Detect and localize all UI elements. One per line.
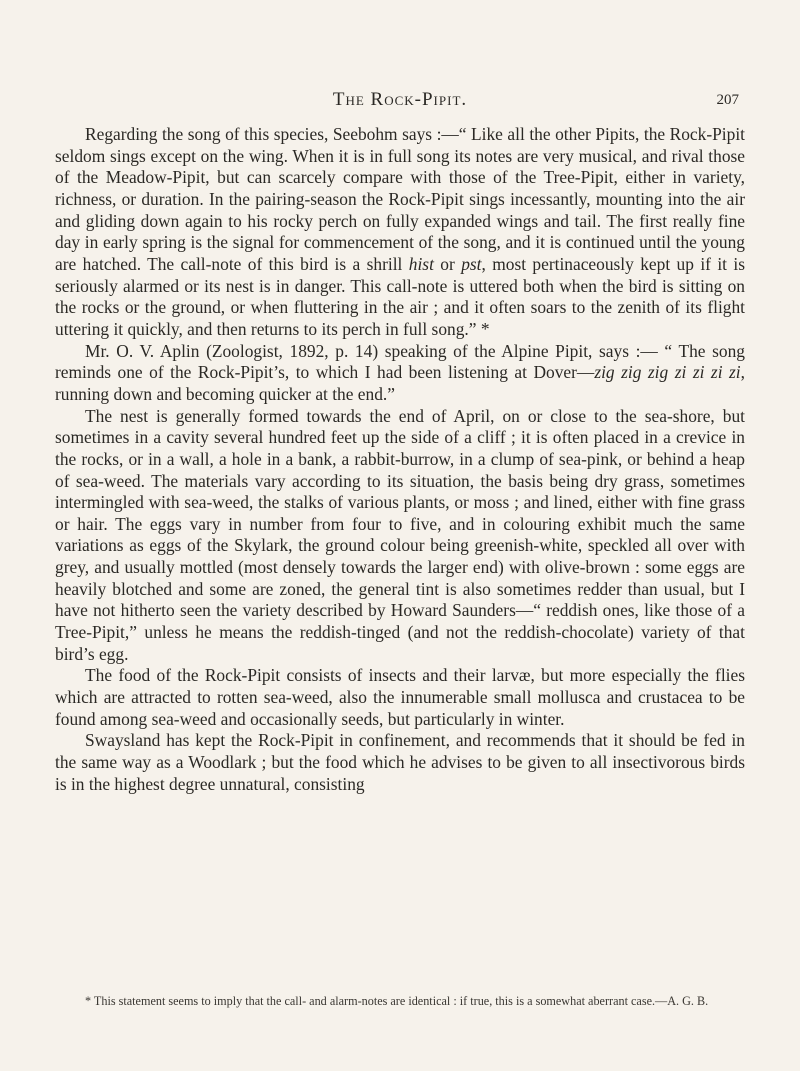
- footnote: [55, 993, 745, 1010]
- page-header: [55, 89, 745, 115]
- footnote-text: * This statement seems to imply that the call- and alarm-notes are identical : if true, this is a somewhat aberrant case.—A. G. B.: [85, 994, 709, 1008]
- call-note-pst: pst: [461, 253, 482, 274]
- call-note-hist: hist: [408, 253, 434, 274]
- page-number: 207: [716, 92, 739, 108]
- paragraph-food: The food of the Rock-Pipit consists of insects and their larvæ, but more especially the flies which are attracted to rotten sea-weed, also the innumerable small mollusca and crustacea to be found among sea-weed and occasionally seeds, but particularly in winter.: [55, 665, 745, 729]
- song-syllables: zig zig zig zi zi zi zi: [594, 362, 741, 383]
- paragraph-aplin-quote: Mr. O. V. Aplin (Zoologist, 1892, p. 14) speaking of the Alpine Pipit, says :— “ The song reminds one of the Rock-Pipit’s, to which I had been listening at Dover—zig zig zig zi zi zi zi, running down and becoming quicker at the end.”: [55, 340, 745, 404]
- body-text: [55, 124, 745, 795]
- paragraph-nest: The nest is generally formed towards the end of April, on or close to the sea-shore, but sometimes in a cavity several hundred feet up the side of a cliff ; it is often placed in a crevice in the rocks, or in a wall, a hole in a bank, a rabbit-burrow, in a clump of sea-pink, or behind a heap of sea-weed. The materials vary according to its situation, the basis being dry grass, sometimes intermingled with sea-weed, the stalks of various plants, or moss ; and lined, either with fine grass or hair. The eggs vary in number from four to five, and in colouring exhibit much the same variations as eggs of the Skylark, the ground colour being greenish-white, speckled all over with grey, and usually mottled (most densely towards the larger end) with olive-brown : some eggs are heavily blotched and some are zoned, the general tint is also sometimes redder than usual, but I have not hitherto seen the variety described by Howard Saunders—“ reddish ones, like those of a Tree-Pipit,” unless he means the reddish-tinged (and not the reddish-chocolate) variety of that bird’s egg.: [55, 405, 745, 664]
- paragraph-swaysland: Swaysland has kept the Rock-Pipit in confinement, and recommends that it should be fed in the same way as a Woodlark ; but the food which he advises to be given to all insectivorous birds is in the highest degree unnatural, consisting: [55, 730, 745, 794]
- running-title: The Rock-Pipit.: [332, 89, 468, 110]
- paragraph-seebohm-quote: Regarding the song of this species, Seebohm says :—“ Like all the other Pipits, the Rock-Pipit seldom sings except on the wing. When it is in full song its notes are very musical, and rival those of the Meadow-Pipit, but can scarcely compare with those of the Tree-Pipit, either in variety, richness, or duration. In the pairing-season the Rock-Pipit sings incessantly, mounting into the air and gliding down again to his rocky perch on fully expanded wings and tail. The first really fine day in early spring is the signal for commencement of the song, and it is continued until the young are hatched. The call-note of this bird is a shrill hist or pst, most pertinaceously kept up if it is seriously alarmed or its nest is in danger. This call-note is uttered both when the bird is sitting on the rocks or the ground, or when fluttering in the air ; and it often soars to the zenith of its flight uttering it quickly, and then returns to its perch in full song.” *: [55, 124, 745, 339]
